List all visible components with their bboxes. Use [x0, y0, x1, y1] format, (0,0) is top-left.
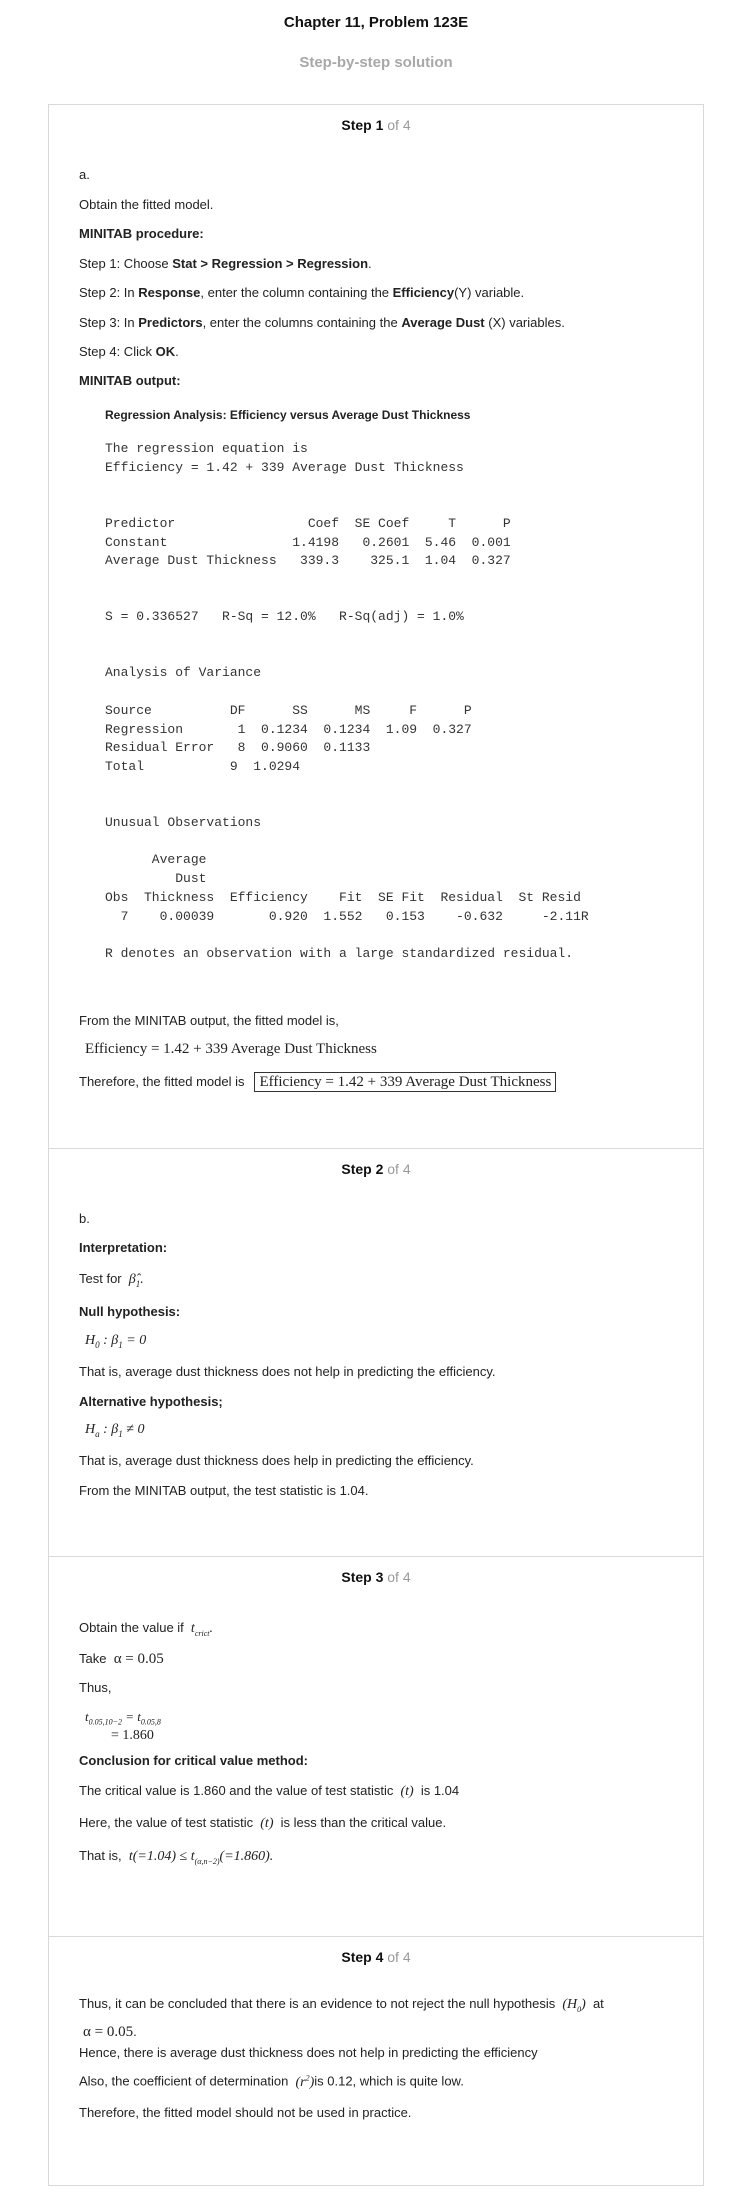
output-line [105, 496, 589, 515]
output-line [105, 571, 589, 590]
output-line: Dust [105, 871, 207, 887]
step-label: Step 1 [341, 117, 384, 133]
therefore-line: Therefore, the fitted model is Efficiency = 1.42 + 339 Average Dust Thickness [79, 1074, 556, 1091]
step-of: of 4 [387, 117, 411, 133]
null-hypothesis-heading: Null hypothesis: [79, 1304, 181, 1319]
test-for-line: Test for $\betâ_1$. [79, 1271, 144, 1289]
step-4-header: Step 4 of 4 [341, 1949, 411, 1965]
page-title: Chapter 11, Problem 123E [283, 14, 469, 31]
regression-title: Regression Analysis: Efficiency versus Average Dust Thickness [105, 408, 471, 422]
fitted-model-equation: Efficiency = 1.42 + 339 Average Dust Thickness [85, 1041, 377, 1057]
output-line: S = 0.336527 R-Sq = 12.0% R-Sq(adj) = 1.0% [105, 609, 464, 625]
thus-text: Thus, [79, 1680, 112, 1695]
output-line: Unusual Observations [105, 815, 262, 831]
t-critical-value: = 1.860 [111, 1728, 154, 1743]
output-line [105, 590, 589, 609]
alternative-hypothesis-heading: Alternative hypothesis; [79, 1394, 223, 1409]
output-line [105, 477, 589, 496]
test-statistic-text: From the MINITAB output, the test statistic is 1.04. [79, 1483, 369, 1498]
output-line: R denotes an observation with a large standardized residual. [105, 945, 574, 961]
proc-step-2: Step 2: In Response, enter the column containing the Efficiency(Y) variable. [79, 285, 525, 300]
take-line: Take α = 0.05 [79, 1651, 164, 1667]
output-line [105, 683, 589, 702]
coefficient-text: Also, the coefficient of determination $(r^2)is$ 0.12, which is quite low. [79, 2073, 464, 2090]
alpha-value: α = 0.05 [113, 1651, 164, 1667]
procedure-heading: MINITAB procedure: [79, 226, 204, 241]
output-line [105, 627, 589, 646]
output-line: Constant 1.4198 0.2601 5.46 0.001 [105, 534, 511, 550]
output-line: Regression 1 0.1234 0.1234 1.09 0.327 [105, 721, 472, 737]
h0-equation: $H_0$ : $\beta_1 = 0$ [85, 1333, 147, 1350]
obtain-text: Obtain the fitted model. [79, 197, 214, 212]
output-line [105, 833, 589, 852]
beta-hat-symbol: $\betâ_1$. [125, 1272, 144, 1289]
step-3-header: Step 3 of 4 [341, 1569, 411, 1585]
conclusion-heading: Conclusion for critical value method: [79, 1753, 308, 1768]
conclusion-text: Thus, it can be concluded that there is an evidence to not reject the null hypothesis $(H_0)$ at α = 0.05. [79, 1996, 604, 2040]
interpretation-heading: Interpretation: [79, 1240, 168, 1255]
hence-text: Hence, there is average dust thickness does not help in predicting the efficiency [79, 2045, 538, 2060]
output-line [105, 646, 589, 665]
critical-value-text: The critical value is 1.860 and the value of test statistic (t) is 1.04 [79, 1783, 460, 1799]
minitab-output [105, 440, 589, 964]
output-line: Source DF SS MS F P [105, 702, 472, 718]
step-3-card [48, 1556, 704, 1938]
output-line: Efficiency = 1.42 + 339 Average Dust Thickness [105, 459, 464, 475]
from-output-text: From the MINITAB output, the fitted model is, [79, 1013, 339, 1028]
page-header [0, 0, 752, 74]
output-line: Analysis of Variance [105, 665, 262, 681]
step-1-card [48, 104, 704, 1150]
step-1-header [49, 117, 703, 133]
alt-text: That is, average dust thickness does help in predicting the efficiency. [79, 1453, 474, 1468]
part-b-label: b. [79, 1211, 90, 1226]
obtain-value-line: Obtain the value if $t_{crict}$. [79, 1620, 213, 1638]
output-line: The regression equation is [105, 441, 308, 456]
output-line: Obs Thickness Efficiency Fit SE Fit Residual St Resid [105, 889, 581, 905]
step-2-header: Step 2 of 4 [341, 1161, 411, 1177]
page-subtitle: Step-by-step solution [299, 54, 453, 71]
t-critical-equation: $t_{0.05,10-2} = t_{0.05,8}$ [85, 1709, 161, 1727]
null-text: That is, average dust thickness does not help in predicting the efficiency. [79, 1364, 496, 1379]
part-a-label: a. [79, 167, 90, 182]
step-2-card [48, 1148, 704, 1558]
output-line [105, 795, 589, 814]
proc-step-1: Step 1: Choose Stat > Regression > Regression. [79, 256, 372, 271]
alpha-value-4: α = 0.05 [83, 2023, 134, 2040]
output-line [105, 926, 589, 945]
output-heading: MINITAB output: [79, 373, 181, 388]
proc-step-4: Step 4: Click OK. [79, 344, 179, 359]
ha-equation: $H_a$ : $\beta_1 \ne 0$ [85, 1422, 145, 1439]
output-line: Average [105, 852, 207, 868]
output-line: Total 9 1.0294 [105, 758, 301, 774]
output-line: Average Dust Thickness 339.3 325.1 1.04 0.327 [105, 553, 511, 569]
output-line: 7 0.00039 0.920 1.552 0.153 -0.632 -2.11R [105, 908, 589, 924]
output-line: Predictor Coef SE Coef T P [105, 515, 511, 531]
that-is-line: That is, $t(=1.04) \le t_{(\alpha,n-2)}(=1.860)$. [79, 1848, 274, 1866]
therefore-text: Therefore, the fitted model should not be used in practice. [79, 2105, 412, 2120]
here-text: Here, the value of test statistic (t) is less than the critical value. [79, 1815, 447, 1831]
boxed-model: Efficiency = 1.42 + 339 Average Dust Thickness [254, 1072, 556, 1092]
proc-step-3: Step 3: In Predictors, enter the columns containing the Average Dust (X) variables. [79, 315, 565, 330]
output-line: Residual Error 8 0.9060 0.1133 [105, 740, 371, 756]
step-4-card [48, 1936, 704, 2186]
output-line [105, 777, 589, 796]
